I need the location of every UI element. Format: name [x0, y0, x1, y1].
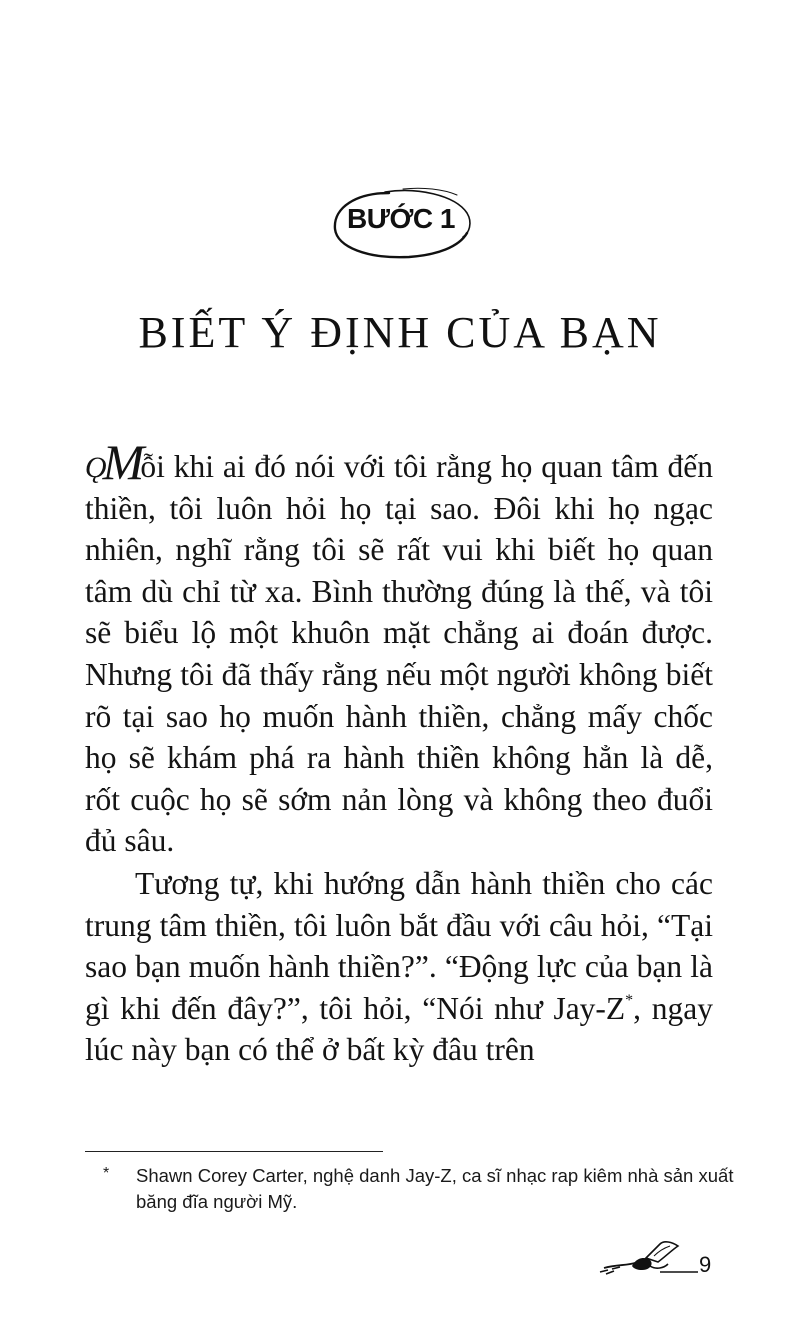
footnote-text: Shawn Corey Carter, nghệ danh Jay-Z, ca sĩ nhạc rap kiêm nhà sản xuất băng đĩa người Mỹ.	[136, 1165, 734, 1212]
drop-cap-letter: M	[102, 434, 139, 490]
footnote-mark: *	[103, 1165, 110, 1182]
footnote-reference[interactable]: *	[625, 991, 634, 1009]
body-text	[85, 434, 713, 1071]
chapter-title: BIẾT Ý ĐỊNH CỦA BẠN	[138, 308, 662, 358]
chapter-badge	[327, 185, 475, 270]
footnote-divider	[85, 1151, 383, 1152]
drop-cap: ǪM	[85, 434, 139, 490]
paragraph-1-text: ỗi khi ai đó nói với tôi rằng họ quan tâm đến thiền, tôi luôn hỏi họ tại sao. Đôi khi họ ngạc nhiên, nghĩ rằng tôi sẽ rất vui khi biết họ quan tâm dù chỉ từ xa. Bình thường đúng là thế, và tôi sẽ biểu lộ một khuôn mặt chẳng ai đoán được. Nhưng tôi đã thấy rằng nếu một người không biết rõ tại sao họ muốn hành thiền, chẳng mấy chốc họ sẽ khám phá ra hành thiền không hẳn là dễ, rốt cuộc họ sẽ sớm nản lòng và không theo đuổi đủ sâu.	[85, 449, 713, 859]
paragraph-2-text: Tương tự, khi hướng dẫn hành thiền cho các trung tâm thiền, tôi luôn bắt đầu với câu hỏi, “Tại sao bạn muốn hành thiền?”. “Động lực của bạn là gì khi đến đây?”, tôi hỏi, “Nói như Jay-Z	[85, 865, 713, 1026]
page-number: 9	[699, 1252, 712, 1277]
chapter-badge-label: BƯỚC 1	[347, 203, 455, 234]
footnote	[103, 1163, 743, 1215]
paragraph-2-text-end: , ngay lúc này bạn có thể ở bất kỳ đâu trên	[85, 990, 713, 1068]
paragraph-2	[85, 863, 713, 1071]
paragraph-1	[85, 434, 713, 862]
pen-nib-flourish-icon	[598, 1236, 702, 1278]
